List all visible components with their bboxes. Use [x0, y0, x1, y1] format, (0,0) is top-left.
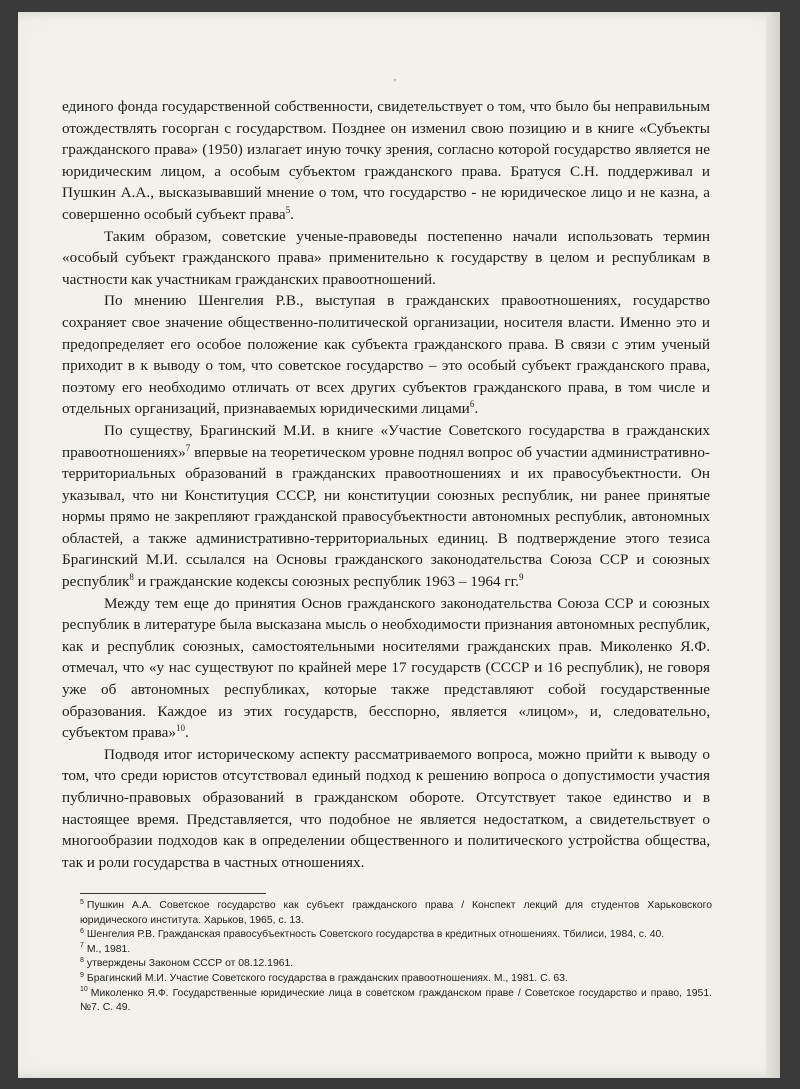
paragraph-p6	[62, 744, 710, 874]
footnote-ref: 10	[175, 723, 185, 734]
paragraph-p1	[62, 96, 710, 226]
footnote	[80, 972, 712, 987]
paragraph-text: По мнению Шенгелия Р.В., выступая в гражданских правоотношениях, государство сохраняет свое значение общественно-политической организации, носителя власти. Именно это и предопределяет его особое положение как субъекта гражданского права. В связи с этим ученый приходит в к выводу о том, что советское государство – это особый субъект гражданского права, поэтому его необходимо отличать от всех других субъектов гражданского права, в том числе и отдельных организаций, признаваемых юридическими лицами	[62, 292, 710, 418]
footnote-ref: 8	[129, 572, 134, 582]
body-text	[62, 96, 710, 873]
paragraph-text: Подводя итог историческому аспекту рассматриваемого вопроса, можно прийти к выводу о том, что среди юристов отсутствовал единый подход к решению вопроса о допустимости участия публично-правовых образований в гражданском обороте. Отсутствует такое единство и в настоящее время. Представляется, что подобное не является недостатком, а свидетельствует о многообразии подходов как в определении общественного и политического устройства общества, так и роли государства в частных отношениях.	[62, 745, 710, 871]
footnote-text: Миколенко Я.Ф. Государственные юридические лица в советском гражданском праве / Советское государство и право, 1951. №7. С. 49.	[80, 987, 712, 1014]
paragraph-text: и гражданские кодексы союзных республик 1963 – 1964 гг.	[133, 573, 519, 591]
paragraph-text: впервые на теоретическом уровне поднял вопрос об участии административно-территориальных образований в гражданских правоотношениях и их правосубъектности. Он указывал, что ни Конституция СССР, ни конституции союзных республик, ни ранее принятые нормы прямо не закрепляют гражданской правосубъектности автономных республик, автономных областей, а также административно-территориальных единиц. В подтверждение этого тезиса Брагинский М.И. ссылался на Основы гражданского законодательства Союза ССР и союзных республик	[62, 443, 710, 591]
footnote-text: Брагинский М.И. Участие Советского государства в гражданских правоотношениях. М., 1981. С. 63.	[86, 972, 568, 984]
paragraph-text: .	[474, 400, 479, 418]
footnote	[80, 943, 712, 958]
page-edge-shadow	[766, 12, 780, 1078]
paragraph-text: .	[290, 205, 294, 223]
page-marker: '	[394, 78, 396, 89]
footnote-number: 10	[80, 986, 88, 994]
paragraph-p3	[62, 290, 710, 420]
footnote-number: 5	[80, 898, 84, 906]
footnote-number: 9	[80, 971, 84, 979]
footnote	[80, 957, 712, 972]
paragraph-p4	[62, 420, 710, 593]
footnote-text: Шенгелия Р.В. Гражданская правосубъектность Советского государства в кредитных отношениях. Тбилиси, 1984, с. 40.	[86, 929, 665, 941]
footnote-number: 6	[80, 927, 84, 935]
paragraph-text: Таким образом, советские ученые-правоведы постепенно начали использовать термин «особый субъект гражданского права» применительно к государству в целом и республикам в частности как участникам гражданских правоотношений.	[62, 227, 710, 288]
footnote-text: Пушкин А.А. Советское государство как субъект гражданского права / Конспект лекций для студентов Харьковского юридического института. Харьков, 1965, с. 13.	[80, 900, 712, 926]
paragraph-p2	[62, 226, 710, 291]
paragraph-text: единого фонда государственной собственности, свидетельствует о том, что было бы неправильным отождествлять госорган с государством. Позднее он изменил свою позицию и в книге «Субъекты гражданского права» (1950) излагает иную точку зрения, согласно которой государство является не юридическим лицом, а особым субъектом гражданского права. Братуся С.Н. поддерживал и Пушкин А.А., высказывавший мнение о том, что государство - не юридическое лицо и не казна, а совершенно особый субъект права	[62, 98, 710, 223]
footnote-ref: 7	[185, 442, 191, 453]
footnote-number: 7	[80, 942, 84, 950]
paragraph-text: .	[184, 724, 189, 742]
footnote	[80, 987, 712, 1016]
footnote-number: 8	[80, 956, 84, 964]
footnote	[80, 928, 712, 943]
paragraph-text: Между тем еще до принятия Основ гражданского законодательства Союза ССР и союзных республик в литературе была высказана мысль о необходимости признания автономных республик, как и республик союзных, самостоятельными носителями гражданских прав. Миколенко Я.Ф. отмечал, что «у нас существуют по крайней мере 17 государств (СССР и 16 республик), не говоря уже об автономных республиках, которые также представляют собой государственные образования. Каждое из этих государств, бесспорно, является «лицом», и, следовательно, субъектом права»	[62, 594, 710, 742]
footnote-text: утверждены Законом СССР от 08.12.1961.	[86, 958, 294, 970]
footnote-text: М., 1981.	[86, 943, 131, 955]
footnote-separator	[80, 893, 266, 894]
footnotes	[80, 899, 712, 1016]
paragraph-text: По существу, Брагинский М.И. в книге «Участие Советского государства в гражданских правоотношениях»	[62, 421, 710, 461]
footnote	[80, 899, 712, 928]
footnote-ref: 6	[469, 399, 475, 410]
paragraph-p5	[62, 593, 710, 744]
footnote-ref: 5	[285, 204, 291, 215]
footnote-ref: 9	[518, 572, 524, 582]
